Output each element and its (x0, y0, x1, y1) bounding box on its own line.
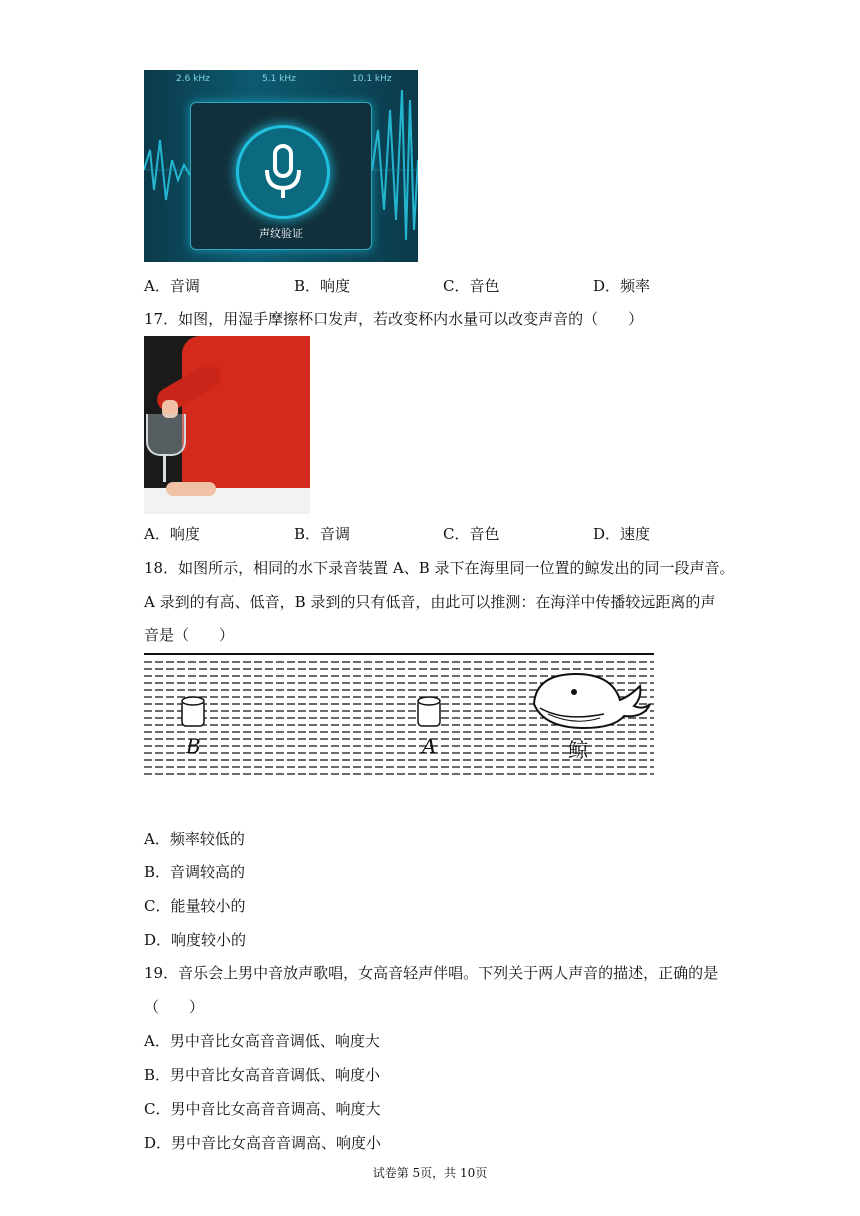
q19-option-c[interactable]: C．男中音比女高音音调高、响度大 (144, 1100, 381, 1118)
whale-icon (534, 674, 650, 728)
q18-stem-line-1: 18．如图所示，相同的水下录音装置 A、B 录下在海里同一位置的鲸发出的同一段声音。 (144, 559, 735, 577)
q19-stem-line-2: （ ） (144, 998, 205, 1016)
q18-option-b[interactable]: B．音调较高的 (144, 863, 246, 881)
q17-option-d[interactable]: D．速度 (593, 525, 651, 543)
freq-label: 5.1 kHz (262, 74, 296, 84)
q16-option-c[interactable]: C．音色 (443, 277, 500, 295)
recorder-b-icon (182, 697, 204, 726)
ocean-diagram (144, 652, 654, 780)
wine-glass (146, 414, 186, 456)
q18-stem-line-3: 音是（ ） (144, 626, 235, 644)
q19-option-d[interactable]: D．男中音比女高音音调高、响度小 (144, 1134, 382, 1152)
label-a: A (422, 734, 437, 758)
q17-stem: 17．如图，用湿手摩擦杯口发声，若改变杯内水量可以改变声音的（ ） (144, 310, 644, 328)
wine-glass-photo (144, 336, 310, 514)
glass-stem (163, 454, 166, 482)
q16-option-d[interactable]: D．频率 (593, 277, 651, 295)
q18-option-c[interactable]: C．能量较小的 (144, 897, 246, 915)
q17-option-b[interactable]: B．音调 (294, 525, 351, 543)
voice-panel (190, 102, 372, 250)
recorder-a-icon (418, 697, 440, 726)
red-sweater (182, 336, 310, 494)
label-whale: 鲸 (568, 738, 588, 762)
hand (166, 482, 216, 496)
q18-option-d[interactable]: D．响度较小的 (144, 931, 247, 949)
voiceprint-caption: 声纹验证 (259, 227, 303, 240)
microphone-icon (236, 125, 330, 219)
q16-option-b[interactable]: B．响度 (294, 277, 351, 295)
q17-option-c[interactable]: C．音色 (443, 525, 500, 543)
q19-stem-line-1: 19．音乐会上男中音放声歌唱，女高音轻声伴唱。下列关于两人声音的描述，正确的是 (144, 964, 719, 982)
q18-option-a[interactable]: A．频率较低的 (144, 830, 245, 848)
label-b: B (186, 734, 201, 758)
q17-option-a[interactable]: A．响度 (144, 525, 200, 543)
q16-option-a[interactable]: A．音调 (144, 277, 200, 295)
freq-label: 2.6 kHz (176, 74, 210, 84)
q18-stem-line-2: A 录到的有高、低音，B 录到的只有低音，由此可以推测：在海洋中传播较远距离的声 (144, 593, 716, 611)
page-footer: 试卷第 5页，共 10页 (372, 1166, 488, 1180)
freq-label: 10.1 kHz (352, 74, 392, 84)
q19-option-b[interactable]: B．男中音比女高音音调低、响度小 (144, 1066, 381, 1084)
voiceprint-image (144, 70, 418, 262)
q19-option-a[interactable]: A．男中音比女高音音调低、响度大 (144, 1032, 380, 1050)
